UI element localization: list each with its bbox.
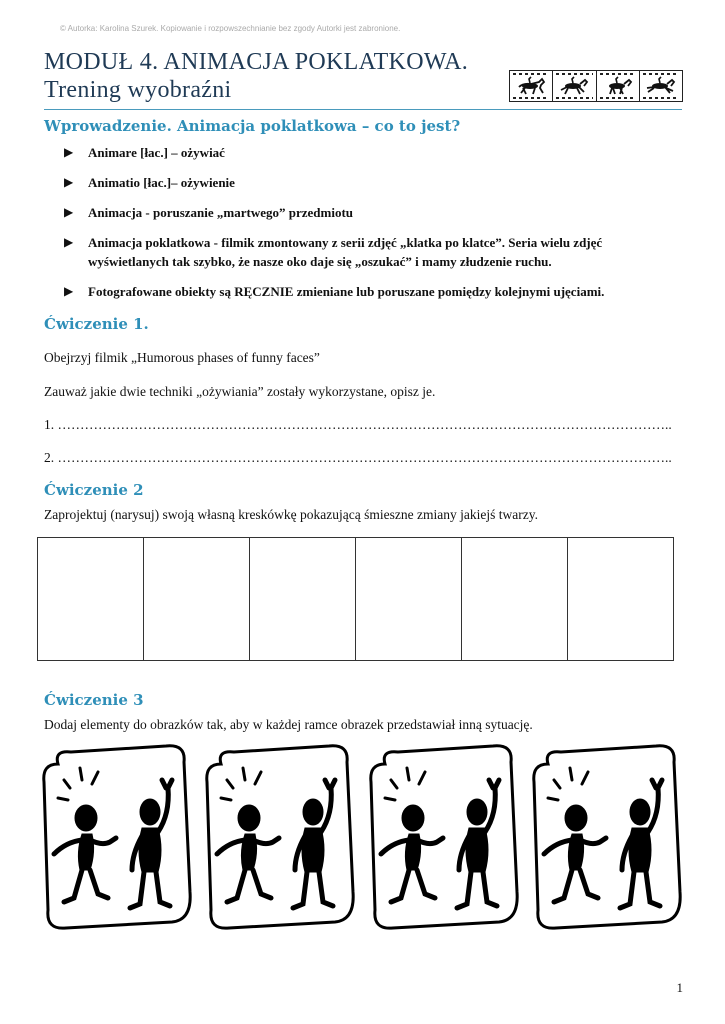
intro-bullet-list bbox=[64, 143, 674, 312]
bullet-text: Animacja poklatkowa - filmik zmontowany z serii zdjęć „klatka po klatce”. Seria wielu zdjęć wyświetlanych tak szybko, że nasze oko daje się „oszukać” i mamy złudzenie ruchu. bbox=[88, 235, 603, 269]
triangle-right-icon: ▶ bbox=[64, 175, 74, 189]
exercise-1-instruction: Obejrzyj filmik „Humorous phases of funny faces” bbox=[44, 350, 320, 365]
two-figures-picture-4[interactable] bbox=[526, 742, 686, 932]
page-number: 1 bbox=[676, 980, 683, 995]
horse-rider-icon bbox=[556, 76, 592, 96]
drawing-cell[interactable] bbox=[144, 538, 250, 660]
horse-rider-icon bbox=[643, 76, 679, 96]
bullet-text: Animatio [łac.]– ożywienie bbox=[88, 175, 235, 190]
list-item bbox=[64, 203, 674, 222]
exercise-2-instruction: Zaprojektuj (narysuj) swoją własną kreskówkę pokazującą śmieszne zmiany jakiejś twarzy. bbox=[44, 507, 538, 522]
exercise-3-heading: Ćwiczenie 3 bbox=[44, 691, 144, 709]
answer-line-1[interactable]: 1. ……………………………………………………………………………………………………………………….. bbox=[44, 417, 672, 432]
film-strip-horse-icon bbox=[509, 70, 683, 102]
list-item bbox=[64, 143, 674, 162]
drawing-cell[interactable] bbox=[250, 538, 356, 660]
drawing-cell[interactable] bbox=[38, 538, 144, 660]
triangle-right-icon: ▶ bbox=[64, 145, 74, 159]
horse-frame-4 bbox=[640, 71, 682, 101]
drawing-cell[interactable] bbox=[356, 538, 462, 660]
triangle-right-icon: ▶ bbox=[64, 235, 74, 249]
figure-frames bbox=[36, 742, 686, 932]
exercise-1-heading: Ćwiczenie 1. bbox=[44, 315, 149, 333]
intro-heading: Wprowadzenie. Animacja poklatkowa – co to jest? bbox=[44, 117, 461, 135]
bullet-text: Animare [łac.] – ożywiać bbox=[88, 145, 225, 160]
exercise-1-task: Zauważ jakie dwie techniki „ożywiania” zostały wykorzystane, opisz je. bbox=[44, 384, 436, 399]
title-line-1: MODUŁ 4. ANIMACJA POKLATKOWA. bbox=[44, 49, 469, 75]
triangle-right-icon: ▶ bbox=[64, 284, 74, 298]
two-figures-picture-1[interactable] bbox=[36, 742, 196, 932]
horse-frame-2 bbox=[553, 71, 596, 101]
title-line-2: Trening wyobraźni bbox=[44, 77, 232, 103]
copyright-notice: © Autorka: Karolina Szurek. Kopiowanie i rozpowszechnianie bez zgody Autorki jest zabronione. bbox=[60, 24, 401, 33]
horse-rider-icon bbox=[513, 76, 549, 96]
list-item bbox=[64, 233, 674, 271]
title-divider bbox=[44, 109, 682, 110]
exercise-2-heading: Ćwiczenie 2 bbox=[44, 481, 144, 499]
horse-rider-icon bbox=[600, 76, 636, 96]
horse-frame-3 bbox=[597, 71, 640, 101]
drawing-cell[interactable] bbox=[462, 538, 568, 660]
list-item bbox=[64, 282, 674, 301]
two-figures-picture-2[interactable] bbox=[199, 742, 359, 932]
drawing-cells bbox=[37, 537, 674, 661]
answer-line-2[interactable]: 2. ……………………………………………………………………………………………………………………….. bbox=[44, 450, 672, 465]
bullet-text: Fotografowane obiekty są RĘCZNIE zmieniane lub poruszane pomiędzy kolejnymi ujęciami. bbox=[88, 284, 605, 299]
page-title bbox=[44, 48, 468, 104]
list-item bbox=[64, 173, 674, 192]
two-figures-picture-3[interactable] bbox=[363, 742, 523, 932]
drawing-cell[interactable] bbox=[568, 538, 673, 660]
horse-frame-1 bbox=[510, 71, 553, 101]
bullet-text: Animacja - poruszanie „martwego” przedmiotu bbox=[88, 205, 354, 220]
exercise-3-instruction: Dodaj elementy do obrazków tak, aby w każdej ramce obrazek przedstawiał inną sytuację. bbox=[44, 717, 533, 732]
triangle-right-icon: ▶ bbox=[64, 205, 74, 219]
